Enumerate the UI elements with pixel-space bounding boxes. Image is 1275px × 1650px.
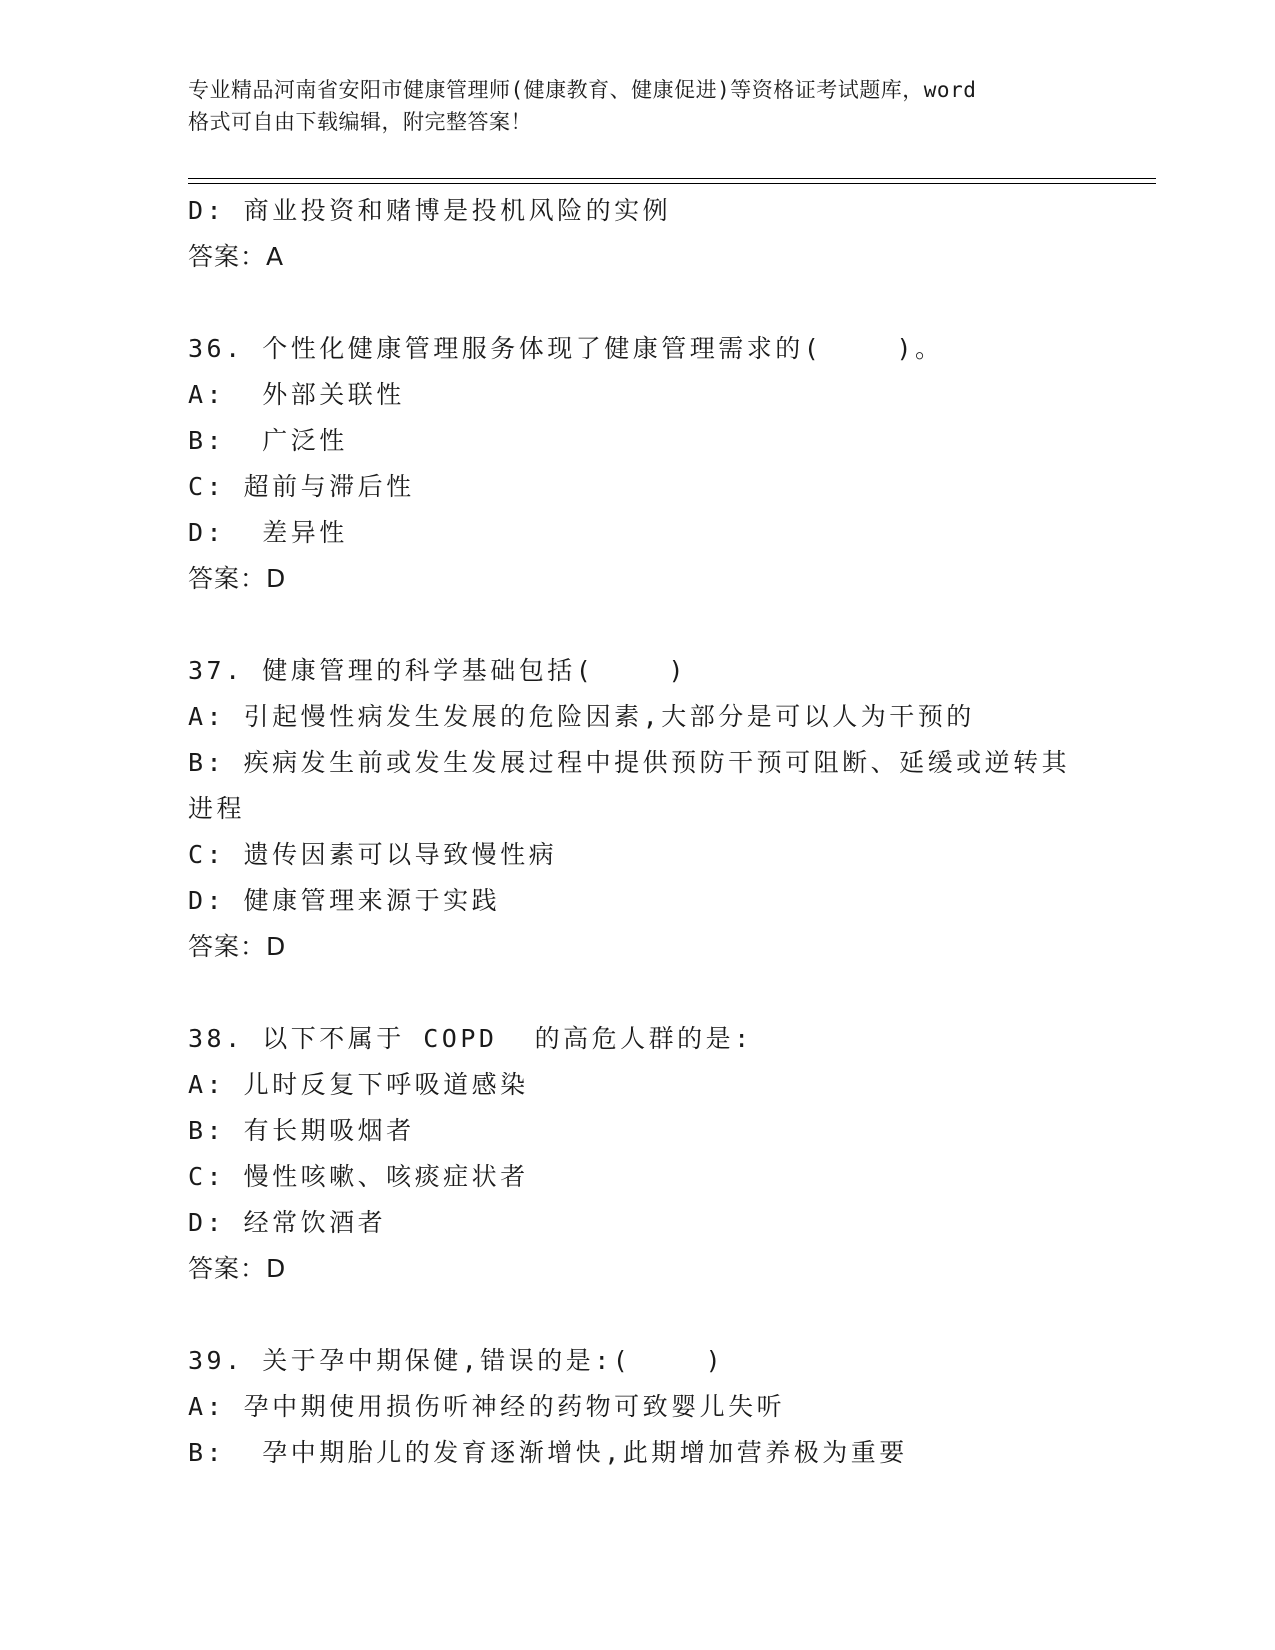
question-38 bbox=[188, 1016, 1088, 1292]
option-a: A: 儿时反复下呼吸道感染 bbox=[188, 1070, 529, 1099]
question-stem: 38. 以下不属于 COPD 的高危人群的是: bbox=[188, 1024, 753, 1053]
answer-line: 答案：D bbox=[188, 932, 287, 961]
header-line-1: 专业精品河南省安阳市健康管理师(健康教育、健康促进)等资格证考试题库，word bbox=[188, 78, 977, 102]
option-b: B: 有长期吸烟者 bbox=[188, 1116, 415, 1145]
question-stem: 36. 个性化健康管理服务体现了健康管理需求的( )。 bbox=[188, 334, 944, 363]
question-list bbox=[188, 188, 1088, 1476]
answer-line: 答案：D bbox=[188, 1254, 287, 1283]
option-a: A: 孕中期使用损伤听神经的药物可致婴儿失听 bbox=[188, 1392, 786, 1421]
answer-line: 答案：A bbox=[188, 242, 285, 271]
option-b: B: 孕中期胎儿的发育逐渐增快,此期增加营养极为重要 bbox=[188, 1438, 908, 1467]
header-line-2: 格式可自由下载编辑，附完整答案！ bbox=[188, 110, 532, 134]
option-a: A: 外部关联性 bbox=[188, 380, 405, 409]
option-d: D: 商业投资和赌博是投机风险的实例 bbox=[188, 196, 672, 225]
option-c: C: 超前与滞后性 bbox=[188, 472, 415, 501]
header-divider-top bbox=[188, 178, 1156, 179]
question-35-tail bbox=[188, 188, 1088, 280]
header-divider-bottom bbox=[188, 183, 1156, 184]
question-stem: 39. 关于孕中期保健,错误的是:( ) bbox=[188, 1346, 725, 1375]
question-39 bbox=[188, 1338, 1088, 1476]
option-d: D: 健康管理来源于实践 bbox=[188, 886, 501, 915]
option-b: B: 广泛性 bbox=[188, 426, 348, 455]
option-b: B: 疾病发生前或发生发展过程中提供预防干预可阻断、延缓或逆转其进程 bbox=[188, 748, 1071, 823]
option-c: C: 遗传因素可以导致慢性病 bbox=[188, 840, 558, 869]
question-36 bbox=[188, 326, 1088, 602]
answer-line: 答案：D bbox=[188, 564, 287, 593]
question-stem: 37. 健康管理的科学基础包括( ) bbox=[188, 656, 688, 685]
option-a: A: 引起慢性病发生发展的危险因素,大部分是可以人为干预的 bbox=[188, 702, 975, 731]
option-d: D: 经常饮酒者 bbox=[188, 1208, 387, 1237]
question-37 bbox=[188, 648, 1088, 970]
document-header bbox=[188, 74, 1088, 138]
option-d: D: 差异性 bbox=[188, 518, 348, 547]
option-c: C: 慢性咳嗽、咳痰症状者 bbox=[188, 1162, 529, 1191]
